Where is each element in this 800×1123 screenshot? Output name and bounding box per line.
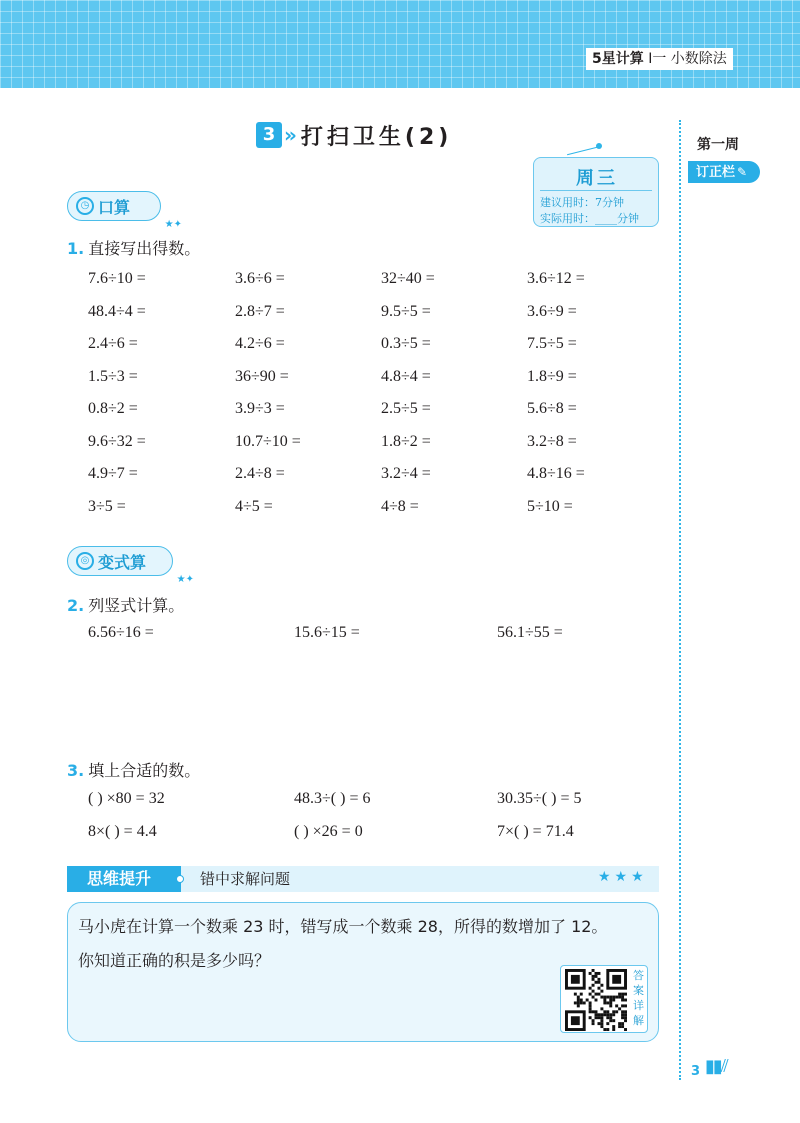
- oral-calc-item: 4.9÷7 =: [88, 465, 138, 482]
- series-name: 5星计算: [592, 51, 644, 67]
- oral-calc-item: 10.7÷10 =: [235, 432, 301, 450]
- stopwatch-icon: ◷: [76, 197, 94, 215]
- week-label: 第一周: [697, 137, 739, 153]
- oral-calc-item: 3.6÷6 =: [235, 270, 285, 287]
- question-1-prompt: 直接写出得数。: [88, 239, 201, 258]
- stars-icon: ★✦: [176, 574, 194, 585]
- oral-calc-item: 4.8÷4 =: [381, 367, 431, 385]
- vertical-calc-item: 15.6÷15 =: [294, 624, 360, 641]
- fill-blank-item: 8×( ) = 4.4: [88, 823, 157, 840]
- oral-calc-item: 4.8÷16 =: [527, 465, 585, 482]
- series-unit: I一 小数除法: [643, 51, 727, 67]
- fill-blank-item: 48.3÷( ) = 6: [294, 790, 371, 807]
- oral-calc-item: 2.8÷7 =: [235, 302, 285, 320]
- oral-calc-item: 3.2÷8 =: [527, 432, 577, 450]
- question-2-number: 2.: [67, 596, 85, 615]
- books-icon: ▮▮⫽: [705, 1056, 727, 1077]
- oral-calc-item: 0.8÷2 =: [88, 400, 138, 417]
- tag-connector: [176, 875, 184, 883]
- oral-calc-item: 9.6÷32 =: [88, 432, 146, 450]
- oral-calc-item: 3.2÷4 =: [381, 465, 431, 482]
- problem-line-2: 你知道正确的积是多少吗？: [78, 951, 271, 970]
- section-variant-label: 变式算: [98, 552, 147, 572]
- weekday: 周三: [576, 168, 618, 189]
- correction-tag: [688, 161, 760, 183]
- stars-icon: ★✦: [164, 219, 182, 230]
- header-banner: [0, 0, 800, 88]
- fill-blank-item: 30.35÷( ) = 5: [497, 790, 582, 807]
- difficulty-stars-icon: ★★★: [598, 869, 648, 885]
- target-icon: ◎: [76, 552, 94, 570]
- oral-calc-item: 3.9÷3 =: [235, 400, 285, 417]
- suggested-time: 建议用时：7分钟: [540, 196, 624, 209]
- oral-calc-item: 7.6÷10 =: [88, 270, 146, 287]
- fill-blank-item: ( ) ×26 = 0: [294, 823, 363, 840]
- question-2: [67, 593, 184, 616]
- page-title: [256, 118, 452, 152]
- margin-divider: [679, 120, 681, 1080]
- oral-calc-item: 4÷8 =: [381, 497, 419, 515]
- question-1: [67, 236, 200, 259]
- oral-calc-item: 0.3÷5 =: [381, 335, 431, 352]
- oral-calc-item: 2.4÷8 =: [235, 465, 285, 482]
- lesson-title: 打扫卫生(2): [300, 124, 453, 150]
- qr-code-icon[interactable]: [565, 969, 627, 1031]
- oral-calc-item: 32÷40 =: [381, 270, 435, 287]
- card-pin: [596, 143, 602, 149]
- question-3-number: 3.: [67, 761, 85, 780]
- oral-calc-item: 4.2÷6 =: [235, 335, 285, 352]
- oral-calc-item: 3.6÷12 =: [527, 270, 585, 287]
- oral-calc-item: 5÷10 =: [527, 497, 573, 515]
- series-label: [586, 48, 733, 70]
- oral-calc-item: 5.6÷8 =: [527, 400, 577, 417]
- pencil-icon: ✎: [737, 165, 748, 179]
- oral-calc-item: 3÷5 =: [88, 497, 126, 515]
- actual-time: 实际用时：____分钟: [540, 212, 639, 225]
- oral-calc-item: 7.5÷5 =: [527, 335, 577, 352]
- section-oral-label: 口算: [98, 197, 131, 217]
- question-3: [67, 758, 200, 781]
- chevron-right-icon: »: [284, 123, 297, 147]
- section-variant: [67, 546, 194, 585]
- fill-blank-item: 7×( ) = 71.4: [497, 823, 574, 840]
- oral-calc-item: 36÷90 =: [235, 367, 289, 385]
- problem-line-1: 马小虎在计算一个数乘 23 时，错写成一个数乘 28，所得的数增加了 12。: [78, 917, 608, 936]
- vertical-calc-item: 6.56÷16 =: [88, 624, 154, 641]
- oral-calc-item: 1.8÷9 =: [527, 367, 577, 385]
- oral-calc-item: 1.5÷3 =: [88, 367, 138, 385]
- oral-calc-item: 9.5÷5 =: [381, 302, 431, 320]
- thinking-subtitle: 错中求解问题: [200, 870, 291, 888]
- fill-blank-item: ( ) ×80 = 32: [88, 790, 165, 807]
- card-divider: [540, 190, 652, 191]
- oral-calc-item: 2.5÷5 =: [381, 400, 431, 417]
- oral-calc-item: 4÷5 =: [235, 497, 273, 515]
- page-number: 3: [691, 1064, 701, 1079]
- correction-label: 订正栏: [696, 165, 736, 180]
- question-1-number: 1.: [67, 239, 85, 258]
- weekday-card: [533, 157, 659, 227]
- oral-calc-item: 48.4÷4 =: [88, 302, 146, 320]
- oral-calc-item: 3.6÷9 =: [527, 302, 577, 320]
- answer-detail-label: 答案详解: [633, 969, 644, 1027]
- lesson-number: 3: [256, 122, 282, 148]
- section-oral: [67, 191, 182, 230]
- thinking-tag: 思维提升: [67, 866, 181, 892]
- question-3-prompt: 填上合适的数。: [88, 761, 201, 780]
- vertical-calc-item: 56.1÷55 =: [497, 624, 563, 641]
- question-2-prompt: 列竖式计算。: [88, 596, 185, 615]
- oral-calc-item: 1.8÷2 =: [381, 432, 431, 450]
- oral-calc-item: 2.4÷6 =: [88, 335, 138, 352]
